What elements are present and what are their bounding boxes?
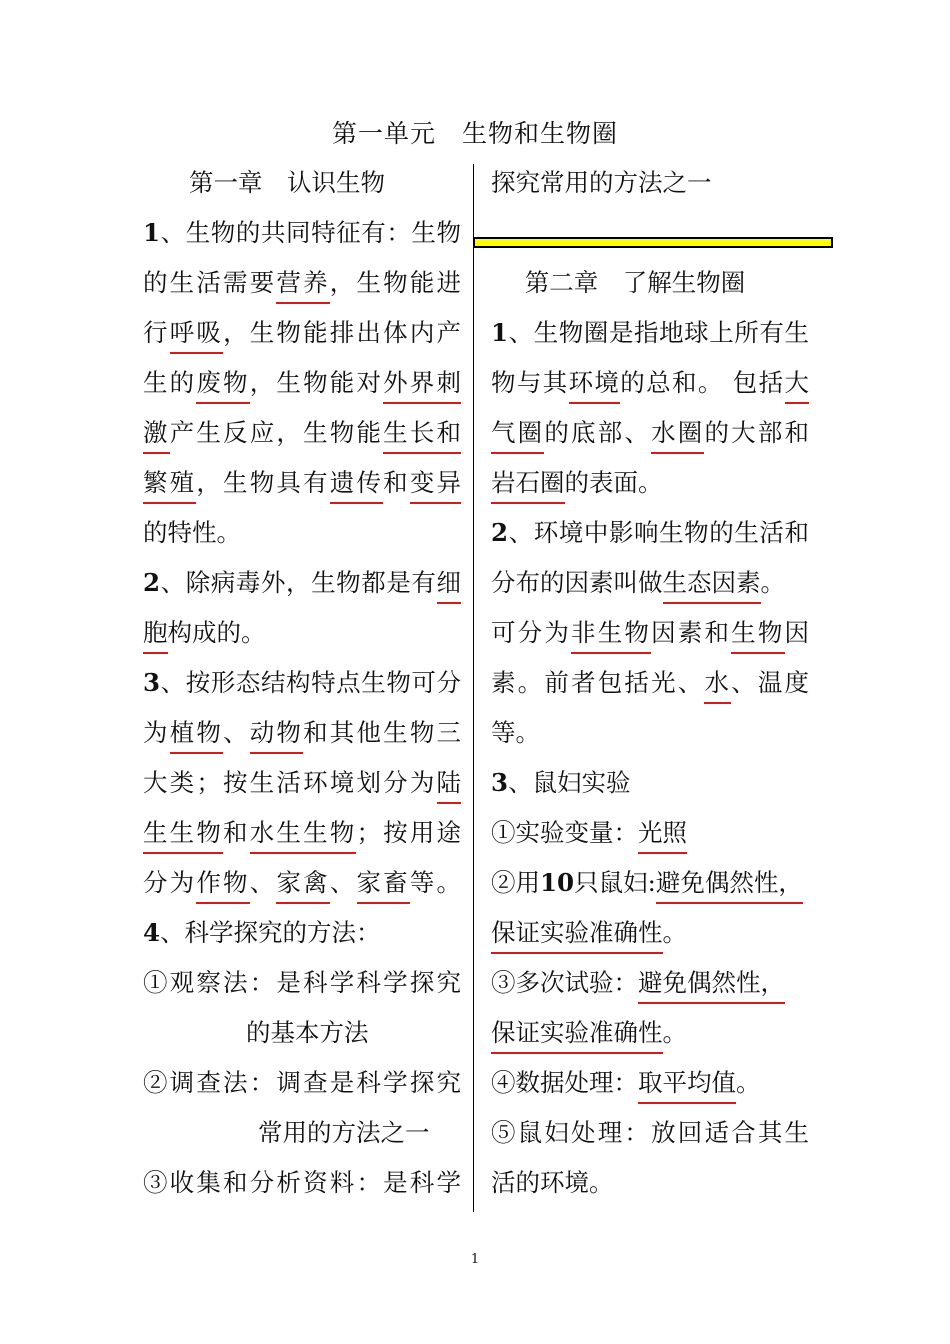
text: 、鼠妇实验 [508,768,631,797]
underlined-term: 呼吸 [170,318,223,354]
text: 和 [223,818,250,847]
unit-title: 第一单元 生物和生物圈 [331,119,618,148]
text: 、 [329,868,357,897]
experiment-item [491,958,809,1008]
underlined-term: 岩石圈 [491,468,565,504]
text: 和其他生物三 [303,718,462,747]
p3-line [143,658,461,708]
underlined-term: 生生物 [143,818,223,854]
method-item-cont: 常用的方法之一 [258,1118,430,1147]
underlined-term: 动物 [250,718,303,754]
continued-text: 探究常用的方法之一 [491,168,712,197]
p1-number: 1 [143,218,161,247]
underlined-term: 植物 [170,718,223,754]
p1-line: 的特性。 [143,518,241,547]
p3-number: 3 [143,668,161,697]
text: ②用 [491,868,540,897]
underlined-term: 陆 [437,768,462,804]
p1-line [143,458,461,508]
p1-line [143,308,461,358]
text: 、科学探究的方法： [160,918,381,947]
spacer [491,208,809,258]
p3-line [143,808,461,858]
p1-line [143,258,461,308]
text: 等。 [409,868,462,897]
p4-line [143,908,461,958]
underlined-term: 保证实验准确性 [491,918,663,954]
p1-line [143,408,461,458]
text: 。 [736,1068,761,1097]
text: 构成的。 [167,618,266,647]
count-number: 10 [540,868,575,897]
chapter-1-title: 第一章 认识生物 [189,168,385,197]
underlined-term: 废物 [196,368,249,404]
p1-line [491,458,809,508]
underlined-term: 激 [143,418,170,454]
p3-line [143,758,461,808]
p2-line [143,558,461,608]
p1-number: 1 [491,318,509,347]
text: 、温度 [731,668,810,697]
page-number: 1 [470,1252,480,1267]
underlined-term: 作物 [196,868,249,904]
p3-number: 3 [491,768,509,797]
column-divider [473,164,474,1212]
underlined-term: 光照 [638,818,687,854]
method-item: ①观察法：是科学科学探究 [143,968,461,997]
p2-line [491,508,809,558]
p2-line [491,608,809,658]
text: 物与其 [491,368,569,397]
text: 、按形态结构特点生物可分 [160,668,461,697]
text: 、生物圈是指地球上所有生 [508,318,809,347]
text: 的大部和 [704,418,810,447]
underlined-term: 大 [785,368,810,404]
underlined-term: 家畜 [357,868,410,904]
text: 产生反应，生物能 [169,418,384,447]
text: 分布的因素叫做 [491,568,663,597]
underlined-term: 环境 [569,368,621,404]
text: 因 [784,618,810,647]
underlined-term: 营养 [276,268,329,304]
text: ，生物能对 [249,368,384,397]
text: 大类；按生活环境划分为 [143,768,437,797]
p2-line [491,658,809,708]
p1-line [491,408,809,458]
method-item-cont: 的基本方法 [246,1018,369,1047]
text: 、除病毒外，生物都是有 [160,568,437,597]
experiment-item-cont: 活的环境。 [491,1168,614,1197]
method-item: ③收集和分析资料：是科学 [143,1168,461,1197]
right-column [491,158,809,1208]
p2-number: 2 [491,518,509,547]
p1-line [491,358,809,408]
text: ；按用途 [356,818,462,847]
p1-line [491,308,809,358]
experiment-item-cont [491,908,809,958]
text: 分为 [143,868,197,897]
text: 。 [662,918,687,947]
underlined-term: 水 [704,668,731,704]
underlined-term: 生物 [731,618,784,654]
experiment-item [491,808,809,858]
text: ④数据处理： [491,1068,638,1097]
text: 因素和 [651,618,732,647]
text: 生的 [143,368,197,397]
underlined-term: 遗传 [330,468,383,504]
chapter-2-title: 第二章 了解生物圈 [524,268,746,297]
experiment-item: ⑤鼠妇处理：放回适合其生 [491,1118,809,1147]
p3-line [143,858,461,908]
text: 、 [223,718,250,747]
left-column [143,158,461,1208]
text: 、环境中影响生物的生活和 [508,518,809,547]
underlined-term: 变异 [410,468,461,504]
underlined-term: 繁殖 [143,468,196,504]
text: ，生物能进 [329,268,462,297]
text: ，生物能排出体内产 [223,318,462,347]
p1-line [143,358,461,408]
experiment-item [491,1058,809,1108]
underlined-term: 水生生物 [250,818,357,854]
underlined-term: 取平均值 [638,1068,736,1104]
p2-line [491,558,809,608]
text: 行 [143,318,170,347]
underlined-term: 细 [437,568,462,604]
p4-number: 4 [143,918,161,947]
text: 素。前者包括光、 [491,668,705,697]
text: 、生物的共同特征有：生物 [160,218,461,247]
text: 的生活需要 [143,268,277,297]
text: ③多次试验： [491,968,638,997]
p1-line [143,208,461,258]
experiment-item [491,858,809,908]
underlined-term: 水圈 [651,418,704,454]
text: 可分为 [491,618,572,647]
underlined-term: 气圈 [491,418,544,454]
text: 只鼠妇: [574,868,656,897]
p2-line [143,608,461,658]
text: ①实验变量： [491,818,638,847]
text: 为 [143,718,170,747]
text: 、 [249,868,277,897]
text: 的表面。 [564,468,663,497]
underlined-term: 保证实验准确性 [491,1018,663,1054]
p2-line: 等。 [491,718,540,747]
text: 。 [760,568,785,597]
underlined-term: 非生物 [571,618,651,654]
underlined-term: 生长和 [383,418,461,454]
text: 。 [662,1018,687,1047]
underlined-term: 家禽 [276,868,329,904]
p3-line [143,708,461,758]
underlined-term: 避免偶然性， [656,868,803,904]
method-item: ②调查法：调查是科学探究 [143,1068,461,1097]
underlined-term: 生态因素 [663,568,761,604]
p2-number: 2 [143,568,161,597]
text: 的总和。 包括 [620,368,785,397]
underlined-term: 外界刺 [383,368,461,404]
p3-line [491,758,809,808]
experiment-item-cont [491,1008,809,1058]
text: 和 [383,468,410,497]
text: 的底部、 [544,418,652,447]
underlined-term: 避免偶然性， [638,968,785,1004]
text: ，生物具有 [196,468,330,497]
underlined-term: 胞 [143,618,168,654]
